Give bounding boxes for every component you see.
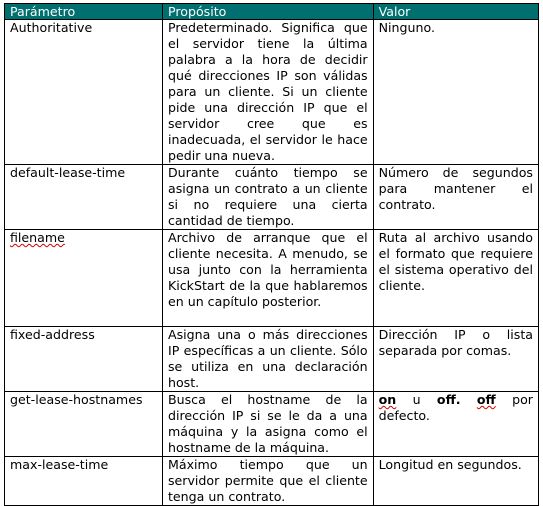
- param-cell: [5, 230, 163, 327]
- table-row: [5, 457, 539, 506]
- table-row: [5, 165, 539, 230]
- value-cell: Ninguno.: [373, 20, 538, 165]
- purpose-cell: Busca el hostname de la dirección IP si se le da a una máquina y la asigna como el hostname de la máquina.: [162, 392, 373, 457]
- value-u-text: u: [396, 392, 437, 407]
- value-cell: Longitud en segundos.: [373, 457, 538, 506]
- param-cell: max-lease-time: [5, 457, 163, 506]
- value-cell: Número de segundos para mantener el contrato.: [373, 165, 538, 230]
- param-filename: filename: [10, 230, 65, 245]
- value-on-keyword: on: [378, 392, 397, 407]
- purpose-cell: Máximo tiempo que un servidor permite que el cliente tenga un contrato.: [162, 457, 373, 506]
- parameters-table: [4, 3, 539, 506]
- table-row: [5, 230, 539, 327]
- value-off-default-keyword: off: [476, 392, 496, 407]
- purpose-cell: Durante cuánto tiempo se asigna un contrato a un cliente si no requiere una cierta cantidad de tiempo.: [162, 165, 373, 230]
- table-row: [5, 392, 539, 457]
- table-row: [5, 327, 539, 392]
- value-cell: Dirección IP o lista separada por comas.: [373, 327, 538, 392]
- table-header-row: [5, 4, 539, 20]
- table-row: [5, 20, 539, 165]
- param-cell: get-lease-hostnames: [5, 392, 163, 457]
- purpose-cell: Predeterminado. Significa que el servidor tiene la última palabra a la hora de decidir qué direcciones IP son válidas para un cliente. Si un cliente pide una dirección IP que el servidor cree que es inadecuada, el servidor le hace pedir una nueva.: [162, 20, 373, 165]
- purpose-cell: Asigna una o más direcciones IP específicas a un cliente. Sólo se utiliza en una declaración host.: [162, 327, 373, 392]
- param-cell: Authoritative: [5, 20, 163, 165]
- value-off-keyword: off.: [436, 392, 461, 407]
- param-cell: default-lease-time: [5, 165, 163, 230]
- header-proposito: Propósito: [162, 4, 373, 20]
- header-parametro: Parámetro: [5, 4, 163, 20]
- param-cell: fixed-address: [5, 327, 163, 392]
- purpose-cell: Archivo de arranque que el cliente necesita. A menudo, se usa junto con la herramienta KickStart de la que hablaremos en un capítulo posterior.: [162, 230, 373, 327]
- value-cell: [373, 392, 538, 457]
- header-valor: Valor: [373, 4, 538, 20]
- value-rest-text: por defecto.: [378, 392, 533, 423]
- value-cell: Ruta al archivo usando el formato que requiere el sistema operativo del cliente.: [373, 230, 538, 327]
